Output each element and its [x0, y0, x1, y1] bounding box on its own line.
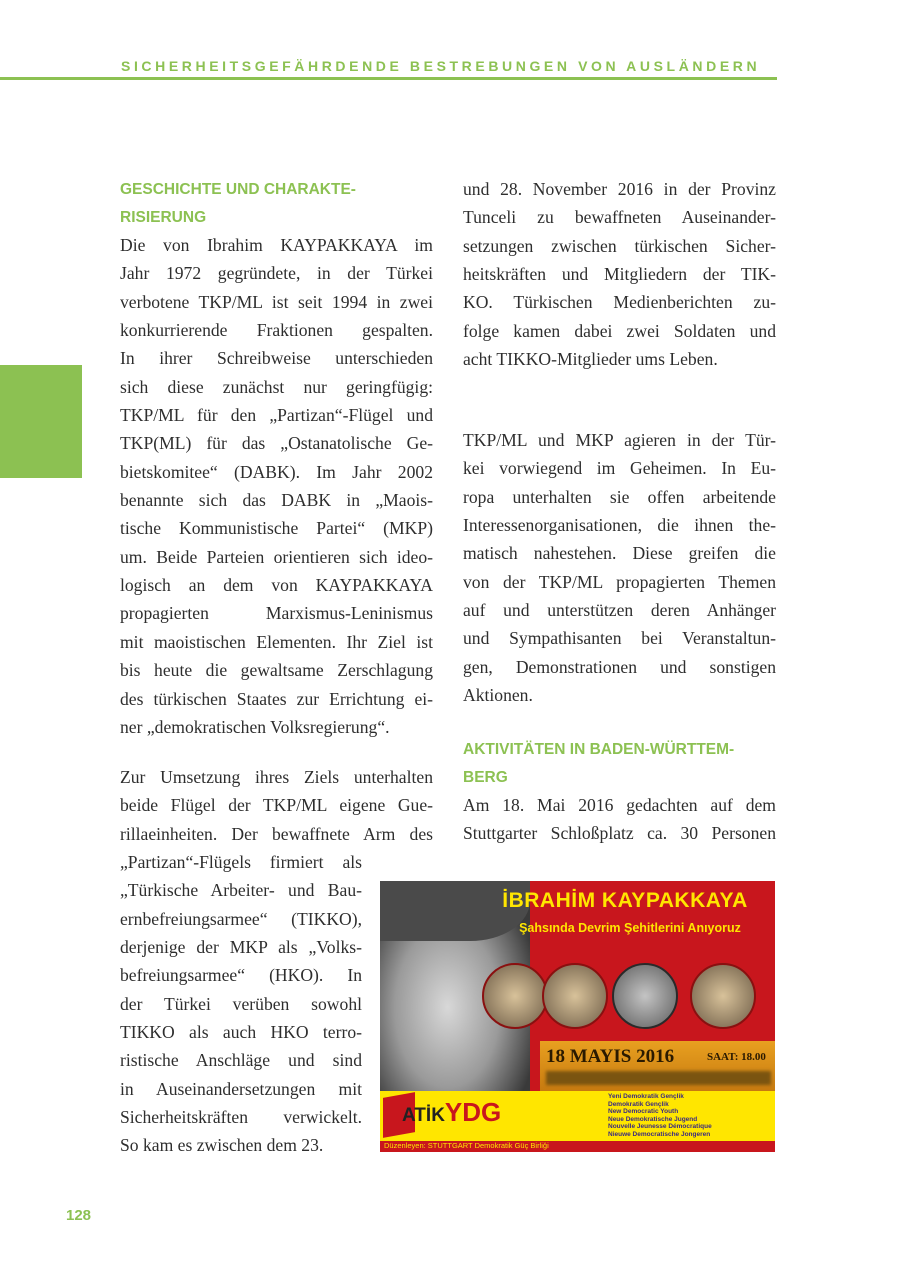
text-line: des türkischen Staates zur Errichtung ei- — [120, 688, 433, 709]
text-line: und 28. November 2016 in der Provinz — [463, 179, 776, 199]
text-line: heitskräften und Mitgliedern der TIK- — [463, 264, 776, 285]
text-line: in Auseinandersetzungen mit — [120, 1078, 362, 1099]
event-poster-image — [380, 881, 775, 1152]
poster-organizations — [608, 1093, 773, 1139]
header-rule — [0, 77, 777, 80]
right-heading — [463, 736, 776, 791]
text-line: bis heute die gewaltsame Zerschlagung — [120, 660, 433, 681]
text-line: Tunceli zu bewaffneten Auseinander- — [463, 207, 776, 228]
heading-line: AKTIVITÄTEN IN BADEN-WÜRTTEM- — [463, 741, 735, 758]
logo-atik: ATİK — [402, 1105, 445, 1126]
text-line: KO. Türkischen Medienberichten zu- — [463, 292, 776, 313]
poster-subtitle: Şahsında Devrim Şehitlerini Anıyoruz — [519, 921, 741, 935]
poster-title: İBRAHİM KAYPAKKAYA — [502, 889, 748, 912]
text-line: propagierten Marxismus-Leninismus — [120, 603, 433, 624]
right-paragraph-3 — [463, 791, 776, 848]
org-name: Neue Demokratische Jugend — [608, 1115, 698, 1123]
martyr-photo-4 — [690, 963, 756, 1029]
text-line: ner „demokratischen Volksregierung“. — [120, 716, 390, 737]
left-paragraph-2 — [120, 763, 433, 848]
poster-time: SAAT: 18.00 — [707, 1051, 766, 1063]
right-paragraph-1 — [463, 175, 776, 373]
running-header: SICHERHEITSGEFÄHRDENDE BESTREBUNGEN VON AUSLÄNDERN — [121, 58, 761, 74]
text-line: Jahr 1972 gegründete, in der Türkei — [120, 263, 433, 284]
text-line: befreiungsarmee“ (HKO). In — [120, 965, 362, 986]
text-line: Aktionen. — [463, 685, 533, 706]
text-line: Am 18. Mai 2016 gedachten auf dem — [463, 795, 776, 815]
org-name: Nouvelle Jeunesse Démocratique — [608, 1123, 712, 1131]
text-line: „Partizan“-Flügels firmiert als — [120, 852, 362, 872]
text-line: TKP/ML für den „Partizan“-Flügel und — [120, 405, 433, 426]
poster-place-blurred — [546, 1071, 771, 1085]
text-line: mit maoistischen Elementen. Ihr Ziel ist — [120, 631, 433, 652]
text-line: Die von Ibrahim KAYPAKKAYA im — [120, 235, 433, 255]
left-paragraph-2-wrapped — [120, 848, 362, 1160]
text-line: ristische Anschläge und sind — [120, 1050, 362, 1071]
text-line: folge kamen dabei zwei Soldaten und — [463, 320, 776, 341]
text-line: gen, Demonstrationen und sonstigen — [463, 656, 776, 677]
chapter-tab-marker — [0, 365, 82, 478]
page-number: 128 — [66, 1207, 92, 1224]
poster-date: 18 MAYIS 2016 — [546, 1046, 675, 1067]
heading-line: BERG — [463, 768, 508, 786]
poster-logo — [402, 1097, 501, 1128]
text-line: Stuttgarter Schloßplatz ca. 30 Personen — [463, 823, 776, 844]
text-line: acht TIKKO-Mitglieder ums Leben. — [463, 349, 718, 370]
text-line: Zur Umsetzung ihres Ziels unterhalten — [120, 767, 433, 787]
text-line: von der TKP/ML propagierten Themen — [463, 571, 776, 592]
org-name: Yeni Demokratik Gençlik — [608, 1093, 684, 1100]
text-line: bietskomitee“ (DABK). Im Jahr 2002 — [120, 461, 433, 482]
text-line: setzungen zwischen türkischen Sicher- — [463, 235, 776, 256]
text-line: In ihrer Schreibweise unterschieden — [120, 348, 433, 369]
text-line: der Türkei verüben sowohl — [120, 993, 362, 1014]
org-name: Nieuwe Democratische Jongeren — [608, 1130, 711, 1138]
text-line: TIKKO als auch HKO terro- — [120, 1022, 362, 1043]
text-line: ernbefreiungsarmee“ (TIKKO), — [120, 908, 362, 929]
text-line: konkurrierende Fraktionen gespalten. — [120, 320, 433, 341]
text-line: sich diese zunächst nur geringfügig: — [120, 376, 433, 397]
text-line: beide Flügel der TKP/ML eigene Gue- — [120, 795, 433, 816]
text-line: ropa unterhalten sie offen arbeitende — [463, 486, 776, 507]
org-name: New Democratic Youth — [608, 1108, 679, 1116]
martyr-photo-2 — [542, 963, 608, 1029]
text-line: Interessenorganisationen, die ihnen the- — [463, 515, 776, 536]
text-line: „Türkische Arbeiter- und Bau- — [120, 880, 362, 901]
text-line: auf und unterstützen deren Anhänger — [463, 600, 776, 621]
logo-ydg: YDG — [444, 1097, 502, 1127]
text-line: verbotene TKP/ML ist seit 1994 in zwei — [120, 291, 433, 312]
org-name: Demokratik Gençlik — [608, 1100, 669, 1108]
text-line: So kam es zwischen dem 23. — [120, 1135, 324, 1156]
text-line: matisch nahestehen. Diese greifen die — [463, 543, 776, 564]
heading-line: RISIERUNG — [120, 208, 207, 226]
text-line: kei vorwiegend im Geheimen. In Eu- — [463, 458, 776, 479]
martyr-photo-1 — [482, 963, 548, 1029]
heading-line: GESCHICHTE UND CHARAKTE- — [120, 181, 356, 198]
text-line: benannte sich das DABK in „Maois- — [120, 490, 433, 511]
text-line: rillaeinheiten. Der bewaffnete Arm des — [120, 823, 433, 844]
right-paragraph-2 — [463, 426, 776, 709]
left-paragraph-1 — [120, 231, 433, 741]
text-line: Sicherheitskräften verwickelt. — [120, 1107, 362, 1128]
left-heading — [120, 176, 433, 231]
text-line: um. Beide Parteien orientieren sich ideo- — [120, 546, 433, 567]
text-line: logisch an dem von KAYPAKKAYA — [120, 575, 433, 596]
martyr-photo-3 — [612, 963, 678, 1029]
text-line: und Sympathisanten bei Veranstaltun- — [463, 628, 776, 649]
text-line: tische Kommunistische Partei“ (MKP) — [120, 518, 433, 539]
poster-footer: Düzenleyen: STUTTGART Demokratik Güç Birliği — [384, 1141, 549, 1150]
text-line: TKP/ML und MKP agieren in der Tür- — [463, 430, 776, 450]
text-line: derjenige der MKP als „Volks- — [120, 937, 362, 958]
text-line: TKP(ML) für das „Ostanatolische Ge- — [120, 433, 433, 454]
